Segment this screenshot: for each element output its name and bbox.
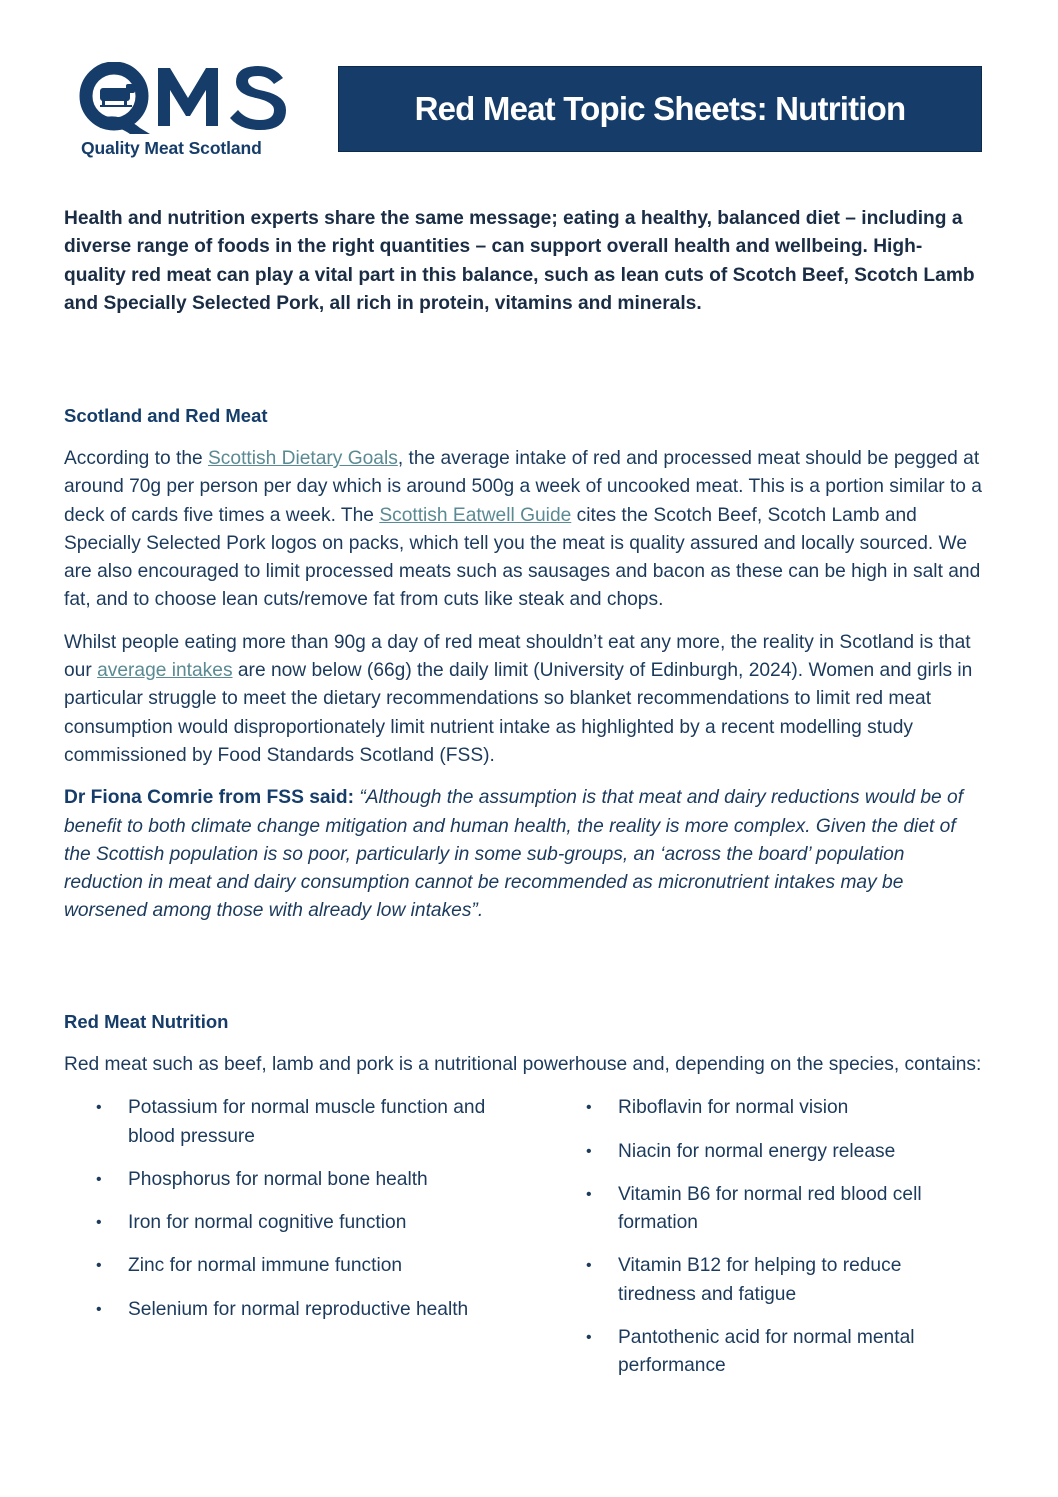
bullet-icon: • xyxy=(586,1329,592,1347)
nutrient-lists xyxy=(64,1094,984,1395)
title-banner xyxy=(338,66,982,152)
link-average-intakes[interactable]: average intakes xyxy=(97,660,233,682)
list-item-text: Pantothenic acid for normal mental performance xyxy=(618,1327,915,1377)
list-item xyxy=(96,1166,513,1194)
intro-block xyxy=(64,205,984,318)
link-scottish-eatwell-guide[interactable]: Scottish Eatwell Guide xyxy=(379,504,572,526)
bullet-icon: • xyxy=(96,1099,102,1117)
page-title: Red Meat Topic Sheets: Nutrition xyxy=(414,90,906,127)
list-item-text: Niacin for normal energy release xyxy=(618,1140,896,1162)
section-scotland-red-meat xyxy=(64,402,984,940)
list-item-text: Phosphorus for normal bone health xyxy=(128,1168,428,1190)
text: are now below (66g) the daily limit (University of Edinburgh, 2024). Women and girls in particular struggle to meet the dietary recommendations so blanket recommendations to limit red meat consumption would disproportionately limit nutrient intake as highlighted by a recent modelling study commissioned by Food Standards Scotland (FSS). xyxy=(64,660,973,766)
qms-logo xyxy=(78,62,293,162)
quote-attribution: Dr Fiona Comrie from FSS said: xyxy=(64,787,354,809)
paragraph-average-intakes xyxy=(64,629,984,770)
list-item-text: Riboflavin for normal vision xyxy=(618,1097,849,1119)
list-item xyxy=(96,1252,513,1280)
list-item-text: Zinc for normal immune function xyxy=(128,1255,403,1277)
section-red-meat-nutrition xyxy=(64,1008,984,1396)
qms-logo-mark xyxy=(78,62,293,134)
list-item xyxy=(586,1094,976,1122)
bullet-icon: • xyxy=(96,1300,102,1318)
text: According to the xyxy=(64,448,208,469)
section-heading: Red Meat Nutrition xyxy=(64,1011,229,1032)
list-item xyxy=(96,1209,513,1237)
nutrient-list-right xyxy=(586,1094,976,1395)
nutrient-list-left xyxy=(96,1094,586,1395)
nutrition-lead: Red meat such as beef, lamb and pork is a nutritional powerhouse and, depending on the species, contains: xyxy=(64,1054,982,1075)
list-item-text: Selenium for normal reproductive health xyxy=(128,1298,469,1320)
link-scottish-dietary-goals[interactable]: Scottish Dietary Goals xyxy=(208,448,398,469)
list-item xyxy=(586,1252,976,1309)
text: , the average intake of red and processed meat should be pegged at around 70g per person per day which is around 500g a week of uncooked meat. This is a portion similar to a deck of cards five times a week. The xyxy=(64,448,982,526)
bullet-icon: • xyxy=(96,1257,102,1275)
list-item xyxy=(586,1138,976,1166)
text: Whilst people eating more than 90g a day of red meat shouldn’t eat any more, the reality in Scotland is that our xyxy=(64,631,971,682)
paragraph-fss-quote xyxy=(64,784,984,925)
logo-org-name: Quality Meat Scotland xyxy=(81,138,262,158)
quote-text: “Although the assumption is that meat and dairy reductions would be of benefit to both climate change mitigation and human health, the reality is more complex. Given the diet of the Scottish population is so poor, particularly in some sub-groups, an ‘across the board’ population reduction in meat and dairy consumption cannot be recommended as micronutrient intakes may be worsened among those with already low intakes”. xyxy=(64,787,964,922)
cow-icon xyxy=(100,84,135,107)
text: cites the Scotch Beef, Scotch Lamb and Specially Selected Pork logos on packs, which tell you the meat is quality assured and locally sourced. We are also encouraged to limit processed meats such as sausages and bacon as these can be high in salt and fat, and to choose lean cuts/remove fat from cuts like steak and chops. xyxy=(64,504,981,611)
bullet-icon: • xyxy=(96,1170,102,1188)
section-heading: Scotland and Red Meat xyxy=(64,405,268,426)
bullet-icon: • xyxy=(586,1099,592,1117)
bullet-icon: • xyxy=(586,1142,592,1160)
paragraph-dietary-goals xyxy=(64,445,984,615)
list-item xyxy=(586,1324,976,1381)
intro-paragraph: Health and nutrition experts share the same message; eating a healthy, balanced diet – including a diverse range of foods in the right quantities – can support overall health and wellbeing. High-quality red meat can play a vital part in this balance, such as lean cuts of Scotch Beef, Scotch Lamb and Specially Selected Pork, all rich in protein, vitamins and minerals. xyxy=(64,208,975,314)
list-item xyxy=(96,1094,513,1151)
list-item xyxy=(96,1296,513,1324)
bullet-icon: • xyxy=(586,1257,592,1275)
list-item-text: Vitamin B12 for helping to reduce tiredness and fatigue xyxy=(618,1255,902,1305)
bullet-icon: • xyxy=(586,1185,592,1203)
list-item-text: Potassium for normal muscle function and blood pressure xyxy=(128,1097,486,1147)
bullet-icon: • xyxy=(96,1214,102,1232)
list-item-text: Iron for normal cognitive function xyxy=(128,1212,407,1234)
list-item xyxy=(586,1181,976,1238)
list-item-text: Vitamin B6 for normal red blood cell formation xyxy=(618,1183,922,1234)
